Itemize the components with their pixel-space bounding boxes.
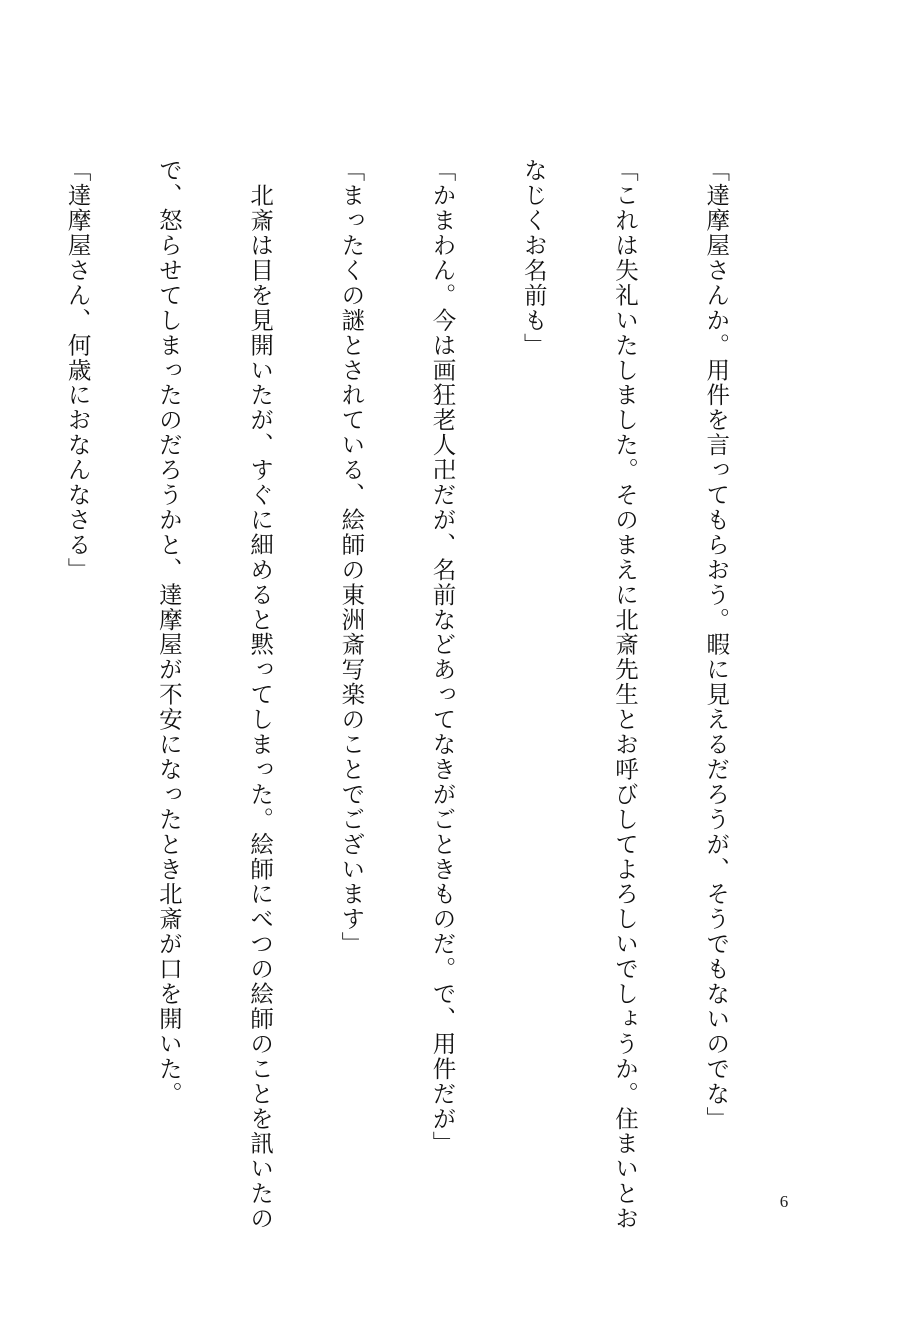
text-line — [0, 158, 1, 1188]
text-line: 北斎は目を見開いたが、すぐに細めると黙ってしまった。絵師にべつの絵師のことを訊いたの — [246, 158, 275, 1231]
text-line: 「まったくの謎とされている、絵師の東洲斎写楽のことでございます」 — [337, 158, 366, 957]
text-line: で、怒らせてしまったのだろうかと、達摩屋が不安になったとき北斎が口を開いた。 — [154, 158, 183, 1107]
vertical-text-body — [0, 158, 792, 1231]
text-line: 「かまわん。今は画狂老人卍だが、名前などあってなきがごときものだ。で、用件だが」 — [428, 158, 457, 1156]
text-line: 「達摩屋さん、何歳におなんなさる」 — [63, 158, 92, 583]
text-line: 「達摩屋さんか。用件を言ってもらおう。暇に見えるだろうが、そうでもないのでな」 — [702, 158, 731, 1132]
text-line: 「これは失礼いたしました。そのまえに北斎先生とお呼びしてよろしいでしょうか。住まいとお — [610, 158, 639, 1231]
text-line: なじくお名前も」 — [519, 158, 548, 358]
page-number: 6 — [779, 1192, 789, 1211]
